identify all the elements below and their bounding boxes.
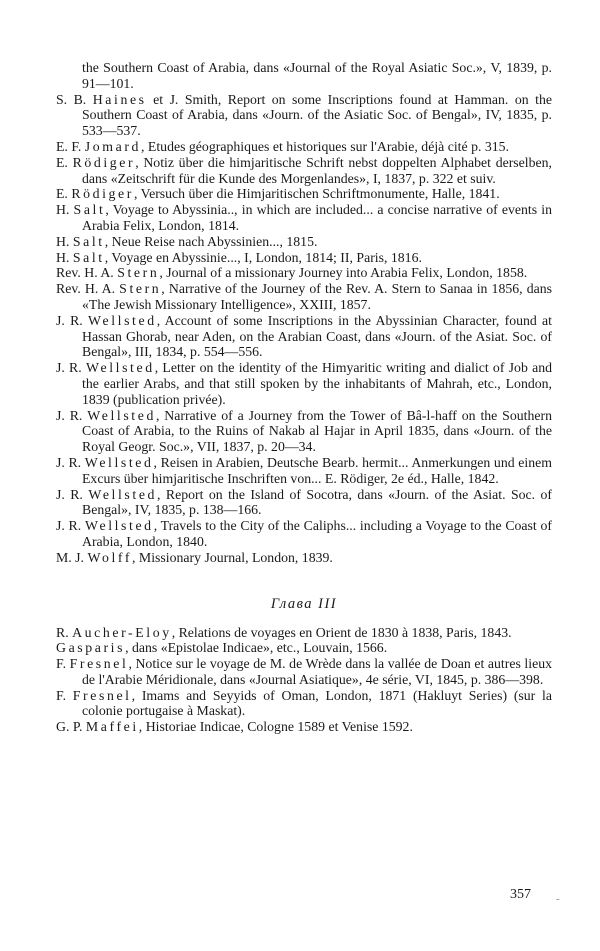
bibliography-list-top xyxy=(56,60,552,566)
bib-entry-21: G. P. Maffei, Historiae Indicae, Cologne 1589 et Venise 1592. xyxy=(56,719,413,735)
author-name: Rödiger xyxy=(71,186,134,202)
author-name: Salt xyxy=(72,233,105,249)
author-name: Wolff xyxy=(87,549,133,565)
bib-entry-14: J. R. Wellsted, Report on the Island of Socotra, dans «Journ. of the Asiat. Soc. of Bengal», IV, 1835, p. 138—166. xyxy=(56,486,553,518)
page-number: 357 xyxy=(510,887,531,902)
author-name: Stern xyxy=(119,281,162,297)
bib-entry-1: S. B. Haines et J. Smith, Report on some Inscriptions found at Hamman. on the Southern Coast of Arabia, dans «Journ. of the Asiatic Soc. of Bengal», IV, 1835, p. 533—537. xyxy=(56,91,552,139)
bib-entry-11: J. R. Wellsted, Letter on the identity of the Himyaritic writing and dialict of Job and the earlier Arabs, and that still spoken by the inhabitants of Mahrah, etc., London, 1839 (publication privée). xyxy=(56,360,553,407)
bib-entry-7: H. Salt, Voyage en Abyssinie..., I, London, 1814; II, Paris, 1816. xyxy=(56,249,422,265)
author-name: Gasparis xyxy=(56,640,126,656)
author-name: Fresnel xyxy=(69,656,129,672)
bib-entry-12: J. R. Wellsted, Narrative of a Journey from the Tower of Bâ-l-haff on the Southern Coast of Arabia, to the Ruins of Nakab al Hajar in April 1835, dans «Journ. of the Royal Geogr. Soc.», VII, 1837, p. 20—34. xyxy=(56,407,552,455)
author-name: Wellsted xyxy=(84,454,154,470)
author-name: Salt xyxy=(73,202,106,218)
author-name: Salt xyxy=(72,249,105,265)
author-name: Wellsted xyxy=(87,407,156,423)
bib-entry-9: Rev. H. A. Stern, Narrative of the Journey of the Rev. A. Stern to Sanaa in 1856, dans «The Jewish Missionary Intelligence», XXIII, 1857. xyxy=(56,281,552,312)
bib-entry-16: M. J. Wolff, Missionary Journal, London, 1839. xyxy=(56,549,333,565)
author-name: Haines xyxy=(92,91,147,107)
bibliography-list-bottom xyxy=(56,625,552,736)
bib-entry-6: H. Salt, Neue Reise nach Abyssinien..., 1815. xyxy=(56,233,318,249)
author-name: Wellsted xyxy=(85,360,155,376)
chapter-heading: Глава III xyxy=(270,595,338,612)
author-name: Wellsted xyxy=(87,312,157,328)
author-name: Aucher-Eloy xyxy=(72,624,172,640)
bib-entry-13: J. R. Wellsted, Reisen in Arabien, Deutsche Bearb. hermit... Anmerkungen und einem Excurs über himjaritische Inschriften von... E. Rödiger, 2e éd., Halle, 1842. xyxy=(56,454,552,486)
author-name: Fresnel xyxy=(72,687,132,703)
author-name: Wellsted xyxy=(88,486,158,502)
bib-entry-4: E. Rödiger, Versuch über die Himjaritischen Schriftmonumente, Halle, 1841. xyxy=(56,186,500,202)
author-name: Jomard xyxy=(84,138,142,154)
author-name: Wellsted xyxy=(84,518,154,534)
bib-entry-18: Gasparis, dans «Epistolae Indicae», etc., Louvain, 1566. xyxy=(56,640,388,656)
author-name: Rödiger xyxy=(72,154,136,170)
bib-entry-15: J. R. Wellsted, Travels to the City of the Caliphs... including a Voyage to the Coast of Arabia, London, 1840. xyxy=(56,518,552,549)
bib-entry-8: Rev. H. A. Stern, Journal of a missionary Journey into Arabia Felix, London, 1858. xyxy=(56,265,528,281)
author-name: Stern xyxy=(117,265,160,281)
bib-entry-19: F. Fresnel, Notice sur le voyage de M. de Wrède dans la vallée de Doan et autres lieux de l'Arabie Méridionale, dans «Journal Asiatique», 4e série, VI, 1845, p. 386—398. xyxy=(56,656,552,687)
author-name: Maffei xyxy=(85,719,139,735)
bib-entry-20: F. Fresnel, Imams and Seyyids of Oman, London, 1871 (Hakluyt Series) (sur la colonie portugaise à Maskat). xyxy=(56,687,552,719)
margin-mark: - xyxy=(556,893,560,905)
bib-entry-3: E. Rödiger, Notiz über die himjaritische Schrift nebst doppelten Alphabet derselben, dans «Zeitschrift für die Kunde des Morgenlandes», I, 1837, p. 322 et suiv. xyxy=(56,154,553,186)
bib-entry-10: J. R. Wellsted, Account of some Inscriptions in the Abyssinian Character, found at Hassan Ghorab, near Aden, on the Arabian Coast, dans «Journ. of the Asiat. Soc. of Bengal», III, 1834, p. 554—556. xyxy=(56,312,552,360)
bib-entry-2: E. F. Jomard, Etudes géographiques et historiques sur l'Arabie, déjà cité p. 315. xyxy=(56,138,510,154)
bib-entry-5: H. Salt, Voyage to Abyssinia.., in which are included... a concise narrative of events in Arabia Felix, London, 1814. xyxy=(56,202,552,233)
bib-entry-0: the Southern Coast of Arabia, dans «Journal of the Royal Asiatic Soc.», V, 1839, p. 91—101. xyxy=(82,60,552,91)
bib-entry-17: R. Aucher-Eloy, Relations de voyages en Orient de 1830 à 1838, Paris, 1843. xyxy=(56,624,512,640)
